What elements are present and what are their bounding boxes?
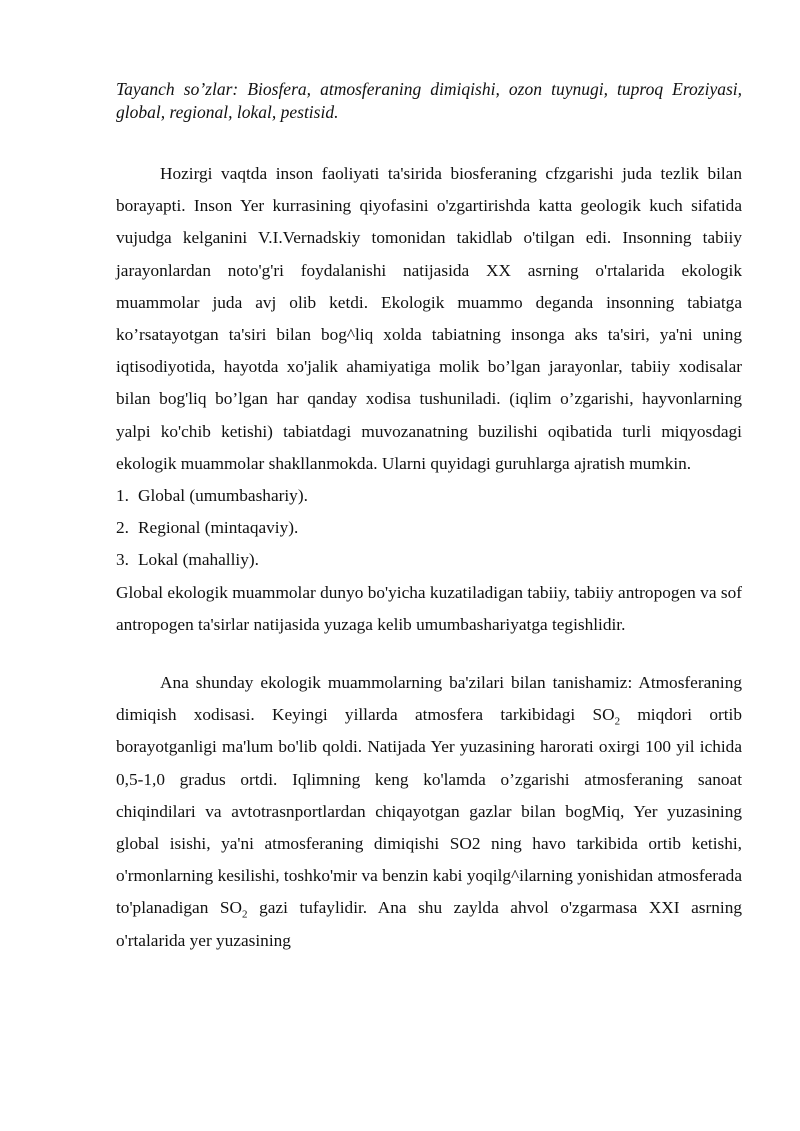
list-item-number: 3. [116,550,129,570]
paragraph-spacer [116,641,742,667]
list-item [116,544,742,576]
greenhouse-text-part2: miqdori ortib borayotganligi ma'lum bo'lib qoldi. Natijada Yer yuzasining harorati oxirgi 100 yil ichida 0,5-1,0 gradus ortdi. Iqlimning keng ko'lamda o’zgarishi atmosferaning sanoat chiqindilari va avtotrasnportlardan chiqayotgan gazlar bilan bogMiq, Yer yuzasining global isishi, ya'ni atmosferaning dimiqishi SO2 ning havo tarkibida ortib ketishi, o'rmonlarning kesilishi, toshko'mir va benzin kabi yoqilg^ilarning yonishidan atmosferada to'planadigan SO [116,705,742,918]
greenhouse-paragraph [116,667,742,957]
list-item-number: 1. [116,486,129,506]
document-page [116,78,742,957]
list-item-text: Global (umumbashariy). [138,486,308,506]
subscript-2: 2 [614,715,621,728]
list-item-text: Lokal (mahalliy). [138,550,259,570]
greenhouse-text-part1: Ana shunday ekologik muammolarning ba'zilari bilan tanishamiz: Atmosferaning dimiqish xodisasi. Keyingi yillarda atmosfera tarkibidagi SO [116,673,742,725]
keywords-label: Tayanch so’zlar: [116,79,239,99]
list-item [116,480,742,512]
list-item-number: 2. [116,518,129,538]
list-item [116,512,742,544]
intro-paragraph: Hozirgi vaqtda inson faoliyati ta'sirida biosferaning cfzgarishi juda tezlik bilan borayapti. Inson Yer kurrasining qiyofasini o'zgartirishda katta geologik kuch sifatida vujudga kelganini V.I.Vernadskiy tomonidan takidlab o'tilgan edi. Insonning tabiiy jarayonlardan noto'g'ri foydalanishi natijasida XX asrning o'rtalarida ekologik muammolar juda avj olib ketdi. Ekologik muammo deganda insonning tabiatga ko’rsatayotgan ta'siri bilan bog^liq xolda tabiatning insonga aks ta'siri, ya'ni uning iqtisodiyotida, hayotda xo'jalik ahamiyatiga molik bo’lgan jarayonlar, tabiiy xodisalar bilan bog'liq bo’lgan har qanday xodisa tushuniladi. (iqlim o’zgarishi, hayvonlarning yalpi ko'chib ketishi) tabiatdagi muvozanatning buzilishi oqibatida turli miqyosdagi ekologik muammolar shakllanmokda. Ularni quyidagi guruhlarga ajratish mumkin. [116,164,742,473]
subscript-2: 2 [242,908,248,921]
greenhouse-text-part3: gazi tufaylidir. Ana shu zaylda ahvol o'zgarmasa XXI asrning o'rtalarida yer yuzasining [116,898,742,950]
global-problems-paragraph: Global ekologik muammolar dunyo bo'yicha kuzatiladigan tabiiy, tabiiy antropogen va sof antropogen ta'sirlar natijasida yuzaga kelib umumbashariyatga tegishlidir. [116,582,742,634]
problem-categories-list [116,480,742,577]
keywords-text: Biosfera, atmosferaning dimiqishi, ozon tuynugi, tuproq Eroziyasi, global, regional, lokal, pestisid. [116,79,743,122]
keywords-line [116,78,742,124]
list-item-text: Regional (mintaqaviy). [138,518,299,538]
